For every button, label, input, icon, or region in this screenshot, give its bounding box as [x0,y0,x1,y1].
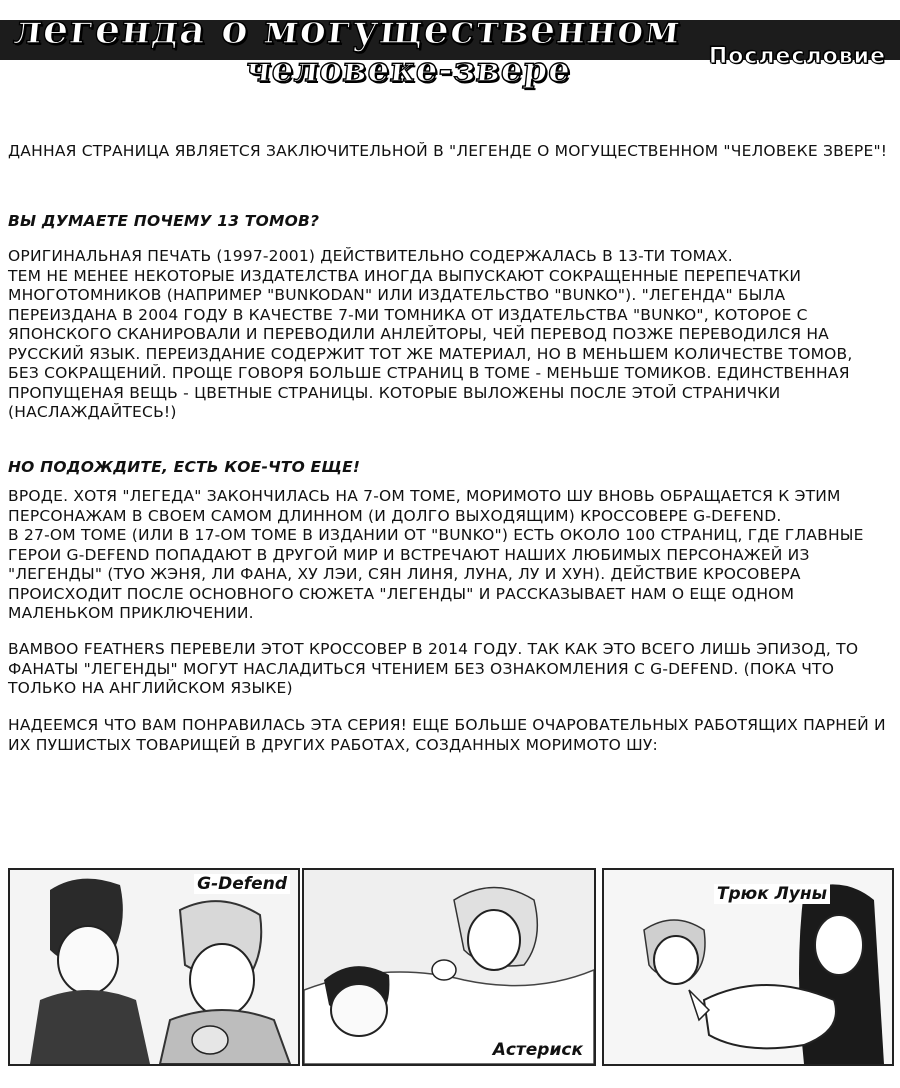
para-closing-block [8,716,891,755]
panel-label-moon-trick: Трюк Луны [714,884,830,904]
asterisk-artwork [304,870,594,1064]
heading-volumes: ВЫ ДУМАЕТЕ ПОЧЕМУ 13 ТОМОВ? [8,212,320,230]
g-defend-artwork [10,870,298,1064]
panel-label-asterisk: Астериск [490,1040,586,1060]
section-crossover [8,458,888,478]
manga-title-line2: человеке-звере [243,50,574,90]
para-volumes-block [8,247,888,423]
panel-moon-trick [602,868,894,1066]
heading-crossover: НО ПОДОЖДИТЕ, ЕСТЬ КОЕ-ЧТО ЕЩЕ! [8,458,361,476]
para-crossover-block [8,487,888,624]
intro-text: ДАННАЯ СТРАНИЦА ЯВЛЯЕТСЯ ЗАКЛЮЧИТЕЛЬНОЙ В "ЛЕГЕНДЕ О МОГУЩЕСТВЕННОМ "ЧЕЛОВЕКЕ ЗВЕРЕ"! [8,142,888,160]
paragraph-crossover: ВРОДЕ. ХОТЯ "ЛЕГЕДА" ЗАКОНЧИЛАСЬ НА 7-ОМ ТОМЕ, МОРИМОТО ШУ ВНОВЬ ОБРАЩАЕТСЯ К ЭТИМ ПЕРСОНАЖАМ В СВОЕМ САМОМ ДЛИННОМ (И ДОЛГО ВЫХОДЯЩИМ) КРОССОВЕРЕ G-DEFEND. В 27-ОМ ТОМЕ (ИЛИ В 17-ОМ ТОМЕ В ИЗДАНИИ ОТ "BUNKO") ЕСТЬ ОКОЛО 100 СТРАНИЦ, ГДЕ ГЛАВНЫЕ ГЕРОИ G-DEFEND ПОПАДАЮТ В ДРУГОЙ МИР И ВСТРЕЧАЮТ НАШИХ ЛЮБИМЫХ ПЕРСОНАЖЕЙ ИЗ "ЛЕГЕНДЫ" (ТУО ЖЭНЯ, ЛИ ФАНА, ХУ ЛЭИ, СЯН ЛИНЯ, ЛУНА, ЛУ И ХУН). ДЕЙСТВИЕ КРОСОВЕРА ПРОИСХОДИТ ПОСЛЕ ОСНОВНОГО СЮЖЕТА "ЛЕГЕНДЫ" И РАССКАЗЫВАЕТ НАМ О ЕЩЕ ОДНОМ МАЛЕНЬКОМ ПРИКЛЮЧЕНИИ. [8,487,864,622]
section-title: Послесловие [708,44,886,69]
section-volumes [8,212,888,232]
paragraph-volumes: ОРИГИНАЛЬНАЯ ПЕЧАТЬ (1997-2001) ДЕЙСТВИТЕЛЬНО СОДЕРЖАЛАСЬ В 13-ТИ ТОМАХ. ТЕМ НЕ МЕНЕЕ НЕКОТОРЫЕ ИЗДАТЕЛСТВА ИНОГДА ВЫПУСКАЮТ СОКРАЩЕННЫЕ ПЕРЕПЕЧАТКИ МНОГОТОМНИКОВ (НАПРИМЕР "BUNKODAN" ИЛИ ИЗДАТЕЛЬСТВО "BUNKO"). "ЛЕГЕНДА" БЫЛА ПЕРЕИЗДАНА В 2004 ГОДУ В КАЧЕСТВЕ 7-МИ ТОМНИКА ОТ ИЗДАТЕЛЬСТВА "BUNKO", КОТОРОЕ С ЯПОНСКОГО СКАНИРОВАЛИ И ПЕРЕВОДИЛИ АНЛЕЙТОРЫ, ЧЕЙ ПЕРЕВОД ПОЗЖЕ ПЕРЕВОДИЛСЯ НА РУССКИЙ ЯЗЫК. ПЕРЕИЗДАНИЕ СОДЕРЖИТ ТОТ ЖЕ МАТЕРИАЛ, НО В МЕНЬШЕМ КОЛИЧЕСТВЕ ТОМОВ, БЕЗ СОКРАЩЕНИЙ. ПРОЩЕ ГОВОРЯ БОЛЬШЕ СТРАНИЦ В ТОМЕ - МЕНЬШЕ ТОМИКОВ. ЕДИНСТВЕННАЯ ПРОПУЩЕНАЯ ВЕЩЬ - ЦВЕТНЫЕ СТРАНИЦЫ. КОТОРЫЕ ВЫЛОЖЕНЫ ПОСЛЕ ЭТОЙ СТРАНИЧКИ (НАСЛАЖДАЙТЕСЬ!) [8,247,853,421]
panel-asterisk [302,868,596,1066]
para-translation-block [8,640,888,699]
panel-g-defend [8,868,300,1066]
intro-block [8,142,888,162]
panel-label-g-defend: G-Defend [194,874,290,894]
paragraph-translation: BAMBOO FEATHERS ПЕРЕВЕЛИ ЭТОТ КРОССОВЕР В 2014 ГОДУ. ТАК КАК ЭТО ВСЕГО ЛИШЬ ЭПИЗОД, ТО ФАНАТЫ "ЛЕГЕНДЫ" МОГУТ НАСЛАДИТЬСЯ ЧТЕНИЕМ БЕЗ ОЗНАКОМЛЕНИЯ С G-DEFEND. (ПОКА ЧТО ТОЛЬКО НА АНГЛИЙСКОМ ЯЗЫКЕ) [8,640,864,697]
paragraph-closing: НАДЕЕМСЯ ЧТО ВАМ ПОНРАВИЛАСЬ ЭТА СЕРИЯ! ЕЩЕ БОЛЬШЕ ОЧАРОВАТЕЛЬНЫХ РАБОТЯЩИХ ПАРНЕЙ И ИХ ПУШИСТЫХ ТОВАРИЩЕЙ В ДРУГИХ РАБОТАХ, СОЗДАННЫХ МОРИМОТО ШУ: [8,716,891,754]
manga-title-line1: легенда о могущественном [11,6,684,53]
